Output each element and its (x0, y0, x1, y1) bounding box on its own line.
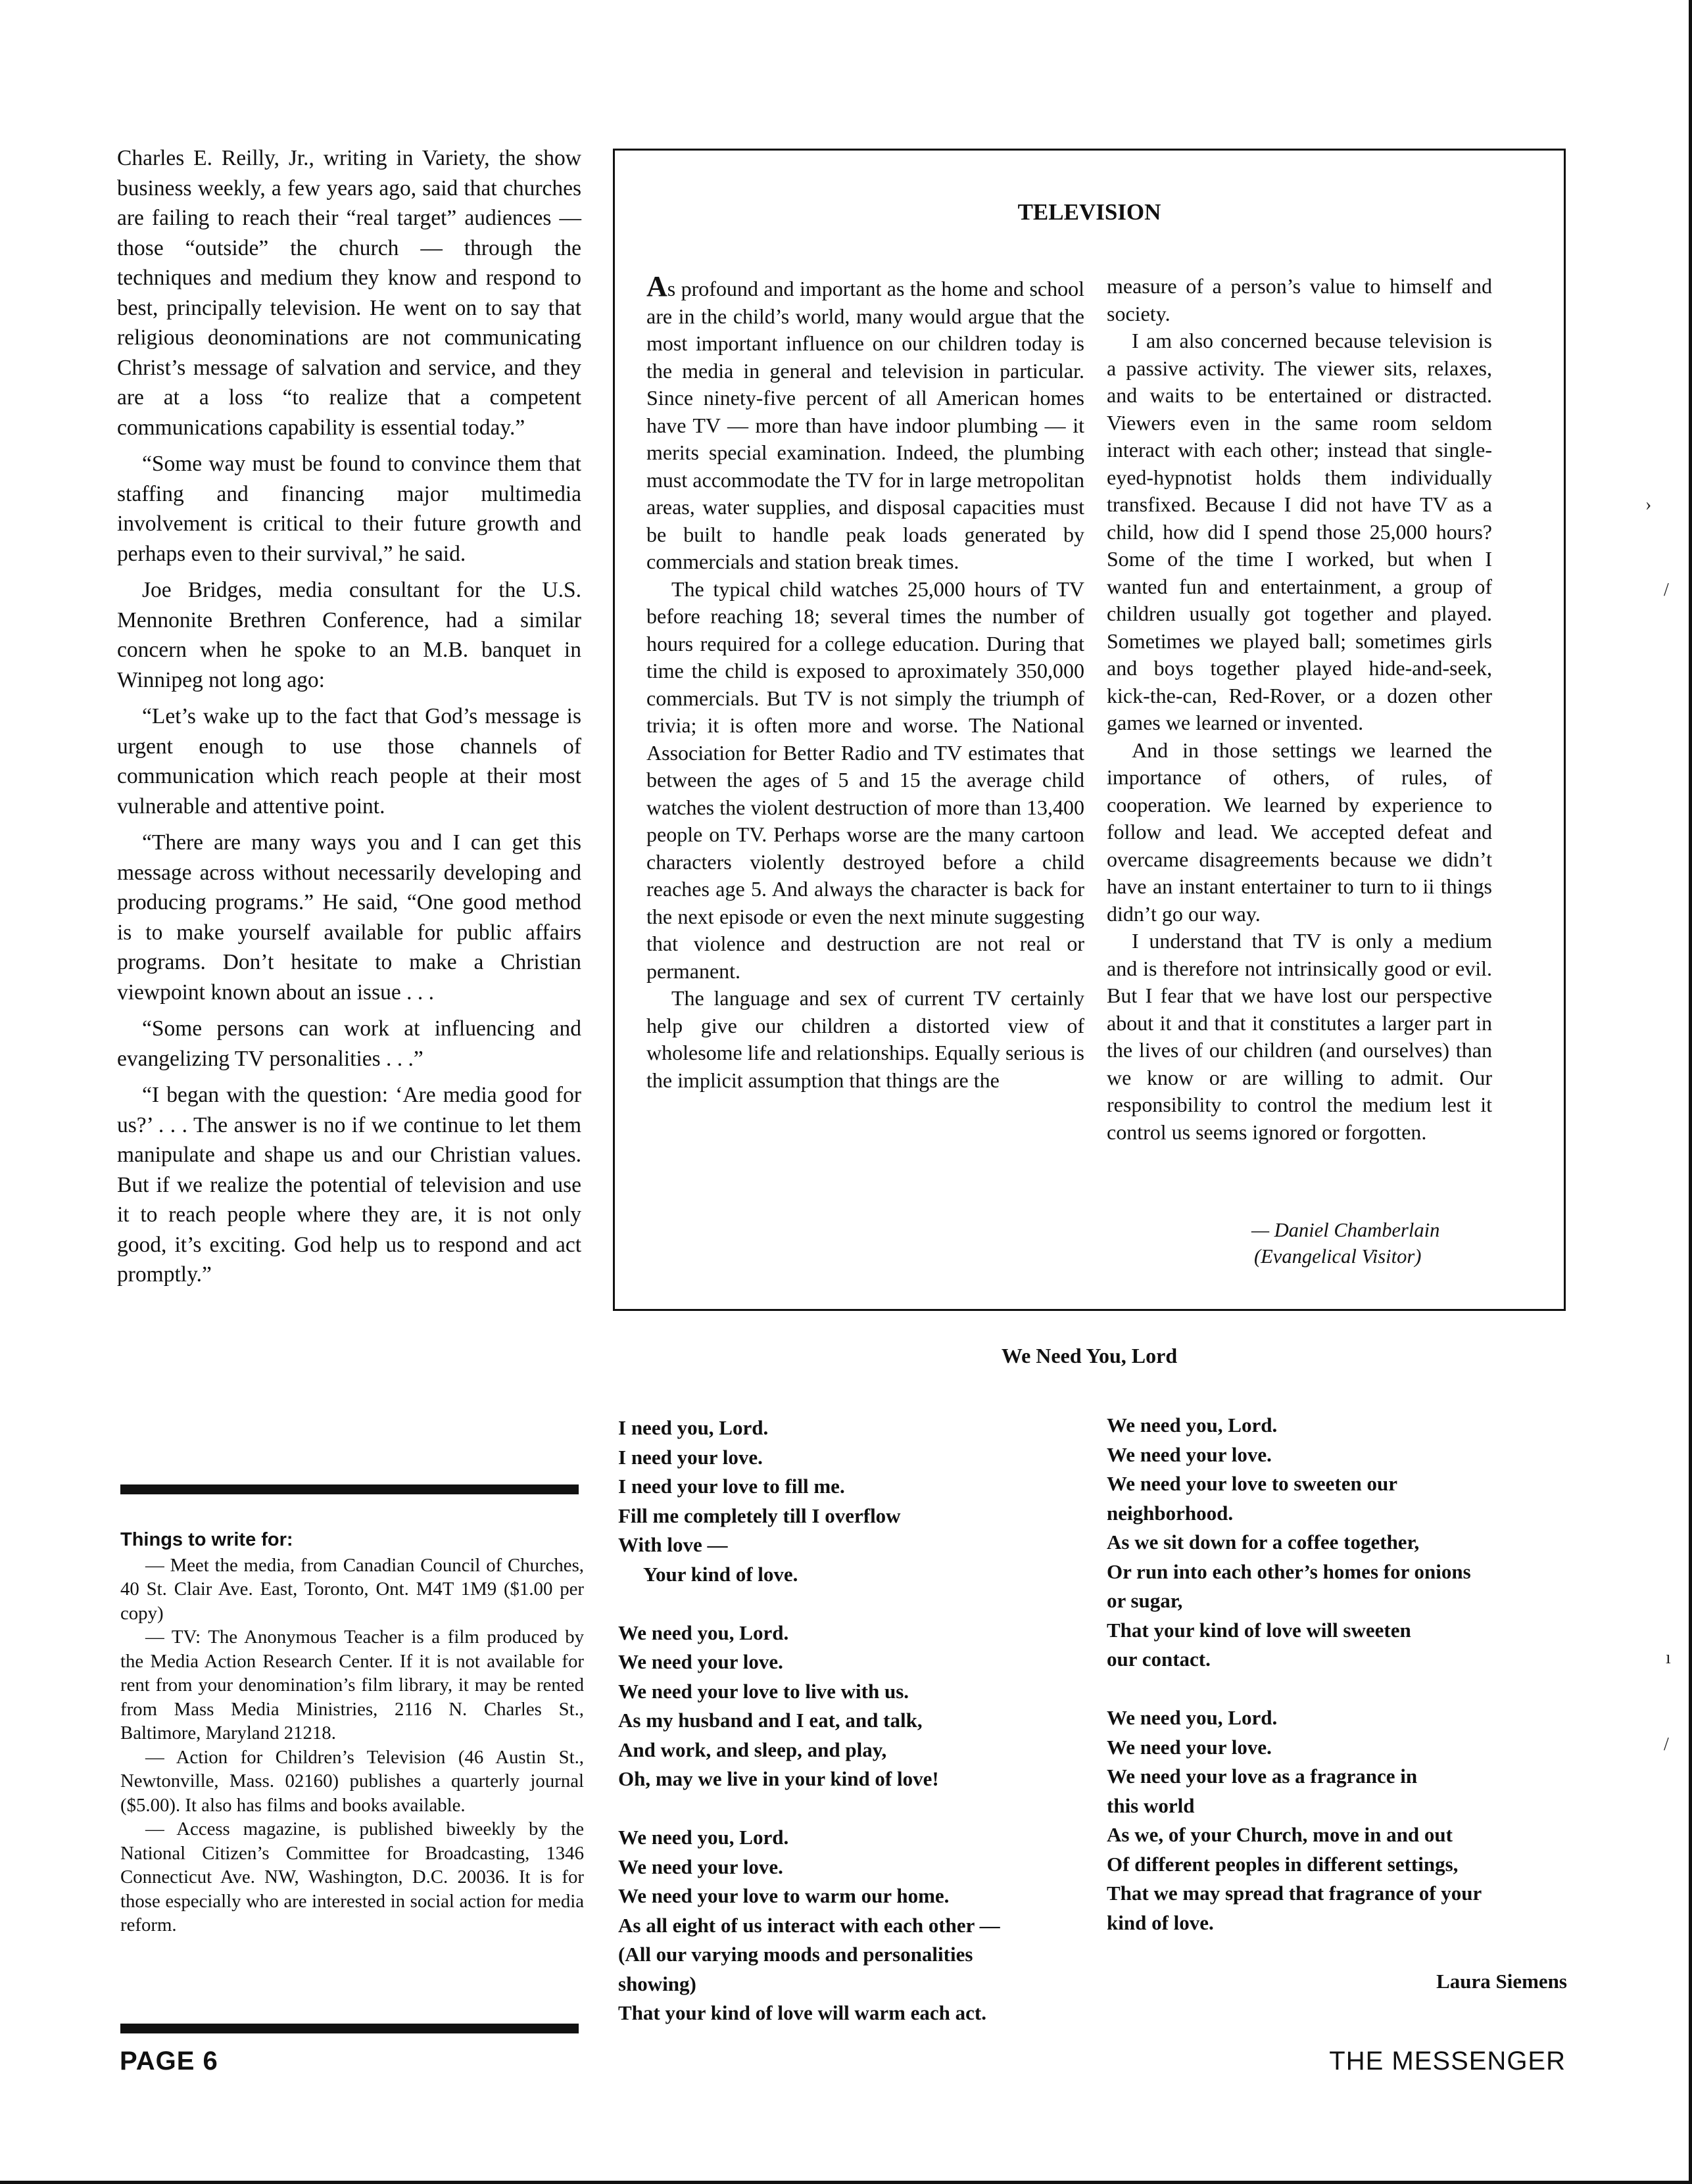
scan-mark: ı (1666, 1648, 1671, 1668)
page-number: PAGE 6 (120, 2047, 218, 2076)
poem-line: (All our varying moods and personalities (618, 1943, 973, 1966)
television-column-1 (646, 270, 1084, 1094)
poem-line: We need you, Lord. (1107, 1413, 1278, 1436)
article-paragraph: “Some way must be found to convince them that staffing and financing major multimedia involvement is critical to their future growth and perhaps even to their survival,” he said. (117, 452, 581, 566)
article-paragraph: “Some persons can work at influencing and evangelizing TV personalities . . .” (117, 1016, 581, 1071)
poem-stanza (618, 1619, 1105, 1794)
drop-cap: A (646, 270, 667, 302)
poem-stanza (1107, 1411, 1580, 1674)
poem-line: I need you, Lord. (618, 1416, 769, 1439)
poem-stanza (618, 1823, 1105, 2028)
poem-line: We need your love. (1107, 1442, 1272, 1466)
poem-line: our contact. (1107, 1648, 1211, 1671)
poem-line: We need your love. (618, 1855, 783, 1878)
resource-item: — Access magazine, is published biweekly by the National Citizen’s Committee for Broadcasting, 1346 Connecticut Ave. NW, Washington, D.C. 20036. It is for those especially who are interested in social action for media reform. (120, 1818, 584, 1935)
poem-title: We Need You, Lord (1001, 1344, 1178, 1367)
things-to-write-for (120, 1528, 584, 1937)
poem-line: We need your love to live with us. (618, 1679, 909, 1703)
article-paragraph: “There are many ways you and I can get this message across without necessarily developing and producing programs.” He said, “One good method is to make yourself available for public affairs programs. Don’t hesitate to make a Christian viewpoint known about an issue . . . (117, 830, 581, 1005)
poem-line: That we may spread that fragrance of your (1107, 1882, 1482, 1905)
divider-rule-top (120, 1484, 579, 1494)
resource-item: — Meet the media, from Canadian Council of Churches, 40 St. Clair Ave. East, Toronto, Ont. M4T 1M9 ($1.00 per copy) (120, 1554, 584, 1624)
paragraph-text: s profound and important as the home and school are in the child’s world, many would argue that the most important influence on our children today is the media in general and television in particular. Since ninety-five percent of all American homes have TV — more than have indoor plumbing — it merits special examination. Indeed, the plumbing must accommodate the TV for in large metropolitan areas, water supplies, and disposal capacities must be built to handle peak loads generated by commercials and station break times. (646, 277, 1084, 573)
poem-author: Laura Siemens (1436, 1970, 1567, 1993)
poem-line: I need your love to fill me. (618, 1475, 845, 1498)
poem-line: We need you, Lord. (618, 1621, 789, 1644)
poem-line: We need you, Lord. (618, 1826, 789, 1849)
poem-line: kind of love. (1107, 1911, 1214, 1934)
article-paragraph: I am also concerned because television is a passive activity. The viewer sits, relaxes, and waits to be entertained or distracted. Viewers even in the same room seldom interact with each other; instead that single-eyed-hypnotist holds them individually transfixed. Because I did not have TV as a child, how did I spend those 25,000 hours? Some of the time I worked, but when I wanted fun and entertainment, a group of children usually got together and played. Sometimes we played ball; sometimes girls and boys together played hide-and-seek, kick-the-can, Red-Rover, or a dozen other games we learned or invented. (1107, 329, 1492, 734)
resource-item: — Action for Children’s Television (46 Austin St., Newtonville, Mass. 02160) publishes a quarterly journal ($5.00). It also has films and books available. (120, 1746, 584, 1816)
poem-line: We need your love to sweeten our (1107, 1472, 1397, 1495)
poem-column-1 (618, 1413, 1105, 2057)
publication-name: THE MESSENGER (1329, 2047, 1566, 2076)
poem-line: Fill me completely till I overflow (618, 1504, 901, 1527)
poem-stanza (618, 1413, 1105, 1589)
article-paragraph: Charles E. Reilly, Jr., writing in Variety, the show business weekly, a few years ago, said that churches are failing to reach their “real target” audiences — those “outside” the church — through the techniques and medium they know and respond to best, principally television. He went on to say that religious deonominations are not communicating Christ’s message of salvation and service, and they are at a loss “to realize that a competent communications capability is essential today.” (117, 146, 581, 440)
resource-item: — TV: The Anonymous Teacher is a film produced by the Media Action Research Center. If it is not available for rent from your denomination’s film library, it may be rented from Mass Media Ministries, 2116 N. Charles St., Baltimore, Maryland 21218. (120, 1626, 584, 1744)
scan-mark: › (1645, 494, 1652, 515)
article-paragraph (646, 270, 1084, 576)
article-paragraph: measure of a person’s value to himself and society. (1107, 274, 1492, 325)
things-heading: Things to write for: (120, 1529, 293, 1550)
poem-line: We need your love as a fragrance in (1107, 1765, 1418, 1788)
poem-line: Oh, may we live in your kind of love! (618, 1767, 939, 1790)
poem-line: this world (1107, 1793, 1195, 1817)
poem-line: As my husband and I eat, and talk, (618, 1709, 923, 1732)
article-paragraph: The typical child watches 25,000 hours of TV before reaching 18; several times the number of hours required for a college education. During that time the child is exposed to aproximately 350,000 commercials. But TV is not simply the triumph of trivia; it is often more and worse. The National Association for Better Radio and TV estimates that between the ages of 5 and 15 the average child watches the violent destruction of more than 13,400 people on TV. Perhaps worse are the many cartoon characters violently destroyed before a child reaches age 5. And always the character is back for the next episode or even the next minute suggesting that violence and destruction are not real or permanent. (646, 577, 1084, 983)
poem-stanza (1107, 1703, 1580, 1937)
divider-rule-bottom (120, 2024, 579, 2033)
poem-line: We need your love to warm our home. (618, 1884, 950, 1907)
poem-line: Your kind of love. (643, 1562, 798, 1586)
article-paragraph: I understand that TV is only a medium and is therefore not intrinsically good or evil. But I fear that we have lost our perspective about it and that it constitutes a larger part in the lives of our children (and ourselves) than we know or are willing to admit. Our responsibility to control the medium lest it control us seems ignored or forgotten. (1107, 929, 1492, 1144)
poem-line: As all eight of us interact with each other — (618, 1913, 1000, 1937)
poem-line: That your kind of love will sweeten (1107, 1618, 1411, 1642)
article-paragraph: “Let’s wake up to the fact that God’s message is urgent enough to use those channels of communication which reach people at their most vulnerable and attentive point. (117, 704, 581, 819)
poem-line: As we sit down for a coffee together, (1107, 1531, 1420, 1554)
left-column-article (117, 143, 581, 1296)
article-paragraph: “I began with the question: ‘Are media good for us?’ . . . The answer is no if we continue to let them manipulate and shape us and our Christian values. But if we realize the potential of television and use it to reach people where they are, it is not only good, it’s exciting. God help us to respond and act promptly.” (117, 1083, 581, 1287)
television-column-2 (1107, 273, 1492, 1146)
poem-line: I need your love. (618, 1445, 763, 1469)
poem-line: Of different peoples in different settings, (1107, 1852, 1459, 1876)
poem-line: With love — (618, 1533, 728, 1556)
poem-line: showing) (618, 1972, 696, 1995)
article-paragraph: And in those settings we learned the importance of others, of rules, of cooperation. We learned by experience to follow and lead. We accepted defeat and overcame disagreements because we didn’t have an instant entertainer to turn to ii things didn’t go our way. (1107, 738, 1492, 926)
article-paragraph: Joe Bridges, media consultant for the U.S. Mennonite Brethren Conference, had a similar concern when he spoke to an M.B. banquet in Winnipeg not long ago: (117, 578, 581, 692)
scan-mark: / (1664, 580, 1669, 600)
poem-line: or sugar, (1107, 1589, 1183, 1612)
poem-line: We need you, Lord. (1107, 1706, 1278, 1729)
poem-line: neighborhood. (1107, 1501, 1234, 1525)
article-credit (1251, 1217, 1514, 1270)
poem-line: That your kind of love will warm each act. (618, 2001, 986, 2024)
television-article-box (613, 149, 1566, 1311)
television-title: TELEVISION (1017, 199, 1161, 225)
poem-line: Or run into each other’s homes for onions (1107, 1559, 1471, 1583)
credit-source: (Evangelical Visitor) (1254, 1245, 1422, 1268)
credit-author: — Daniel Chamberlain (1251, 1219, 1440, 1241)
poem-column-2 (1107, 1411, 1580, 1967)
poem-line: As we, of your Church, move in and out (1107, 1823, 1453, 1846)
scan-mark: / (1664, 1734, 1669, 1755)
poem-line: We need your love. (1107, 1735, 1272, 1759)
poem-line: And work, and sleep, and play, (618, 1738, 887, 1761)
article-paragraph: The language and sex of current TV certainly help give our children a distorted view of wholesome life and relationships. Equally serious is the implicit assumption that things are the (646, 986, 1084, 1092)
poem-line: We need your love. (618, 1650, 783, 1673)
